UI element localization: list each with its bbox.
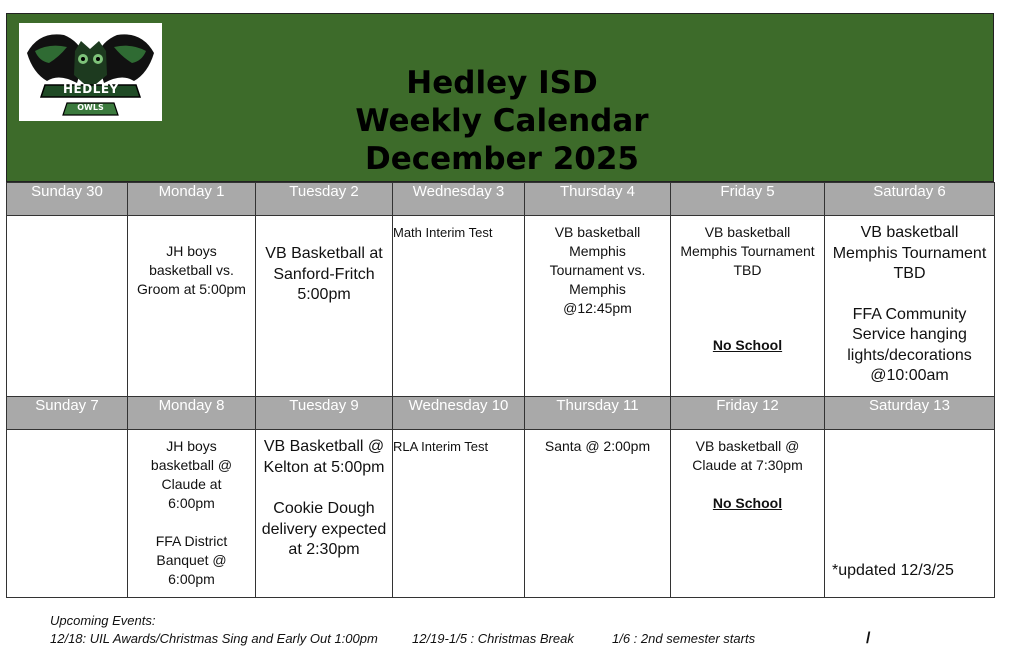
calendar-title [257, 64, 747, 178]
event-line: lights/decorations [847, 346, 972, 364]
event-line: JH boys [166, 438, 217, 454]
calendar-grid [6, 182, 995, 598]
event-line: Cookie Dough [273, 500, 375, 517]
logo-subtext: OWLS [77, 103, 104, 112]
calendar-header [6, 13, 994, 182]
day-cell-friday-5 [671, 216, 825, 397]
day-cell-sunday-7 [7, 430, 128, 598]
event-line: Tournament vs. [549, 262, 646, 278]
updated-note: *updated 12/3/25 [832, 561, 954, 579]
event-line: FFA District [155, 533, 228, 549]
calendar-frame [6, 13, 994, 598]
day-header: Monday 8 [128, 397, 256, 430]
event-line: delivery expected [261, 520, 387, 538]
day-header: Monday 1 [128, 183, 256, 216]
event-line: at 2:30pm [288, 541, 360, 558]
week2-events [7, 430, 995, 598]
day-header: Sunday 30 [7, 183, 128, 216]
event-line: Service hanging [852, 326, 967, 343]
event-line: Memphis Tournament [832, 244, 987, 262]
week2-day-headers [7, 397, 995, 430]
day-cell-thursday-4 [525, 216, 671, 397]
event-line: basketball @ [150, 457, 233, 473]
day-header: Thursday 4 [525, 183, 671, 216]
event-line: basketball vs. [149, 262, 234, 278]
event-line: Math Interim Test [393, 225, 493, 240]
school-name: Hedley ISD [406, 65, 598, 101]
event-line: 5:00pm [297, 286, 351, 303]
no-school-note: No School [712, 337, 783, 353]
event-line: Kelton at 5:00pm [263, 458, 385, 476]
event-line: Groom at 5:00pm [137, 281, 246, 297]
event-line: VB basketball [860, 224, 959, 241]
day-cell-friday-12 [671, 430, 825, 598]
day-cell-wednesday-3 [393, 216, 525, 397]
day-header: Saturday 6 [825, 183, 995, 216]
day-header: Saturday 13 [825, 397, 995, 430]
day-header: Thursday 11 [525, 397, 671, 430]
day-header: Wednesday 10 [393, 397, 525, 430]
event-line: Santa @ 2:00pm [544, 438, 651, 454]
event-line: TBD [733, 262, 762, 278]
school-logo [19, 23, 162, 121]
event-line: VB Basketball at [265, 245, 383, 262]
event-line: 6:00pm [168, 495, 215, 511]
upcoming-event: 1/6 : 2nd semester starts [612, 631, 756, 646]
upcoming-events [50, 613, 870, 648]
event-line: @12:45pm [563, 300, 632, 316]
calendar-subtitle: Weekly Calendar [355, 103, 649, 139]
logo-text: HEDLEY [63, 82, 119, 96]
event-line: TBD [893, 265, 926, 282]
event-line: VB basketball @ [695, 438, 800, 454]
no-school-note: No School [712, 495, 783, 511]
event-line: Banquet @ [156, 552, 227, 568]
week1-events [7, 216, 995, 397]
day-cell-saturday-6 [825, 216, 995, 397]
event-line: RLA Interim Test [393, 439, 489, 454]
day-cell-tuesday-9 [256, 430, 393, 598]
day-cell-wednesday-10 [393, 430, 525, 598]
upcoming-event: 12/19-1/5 : Christmas Break [412, 631, 574, 646]
event-line: 6:00pm [168, 571, 215, 587]
event-line: Memphis Tournament [680, 243, 815, 259]
day-header: Friday 5 [671, 183, 825, 216]
event-line: Sanford-Fritch [273, 265, 375, 283]
day-header: Wednesday 3 [393, 183, 525, 216]
day-header: Sunday 7 [7, 397, 128, 430]
day-cell-tuesday-2 [256, 216, 393, 397]
event-line: Memphis [569, 243, 626, 259]
event-line: VB basketball [704, 224, 791, 240]
stray-mark: / [866, 630, 871, 647]
event-line: FFA Community [852, 305, 967, 323]
event-line: VB basketball [554, 224, 641, 240]
day-header: Tuesday 2 [256, 183, 393, 216]
event-line: Claude at [161, 476, 222, 492]
event-line: @10:00am [870, 367, 949, 384]
week1-day-headers [7, 183, 995, 216]
event-line: Claude at 7:30pm [692, 457, 803, 473]
day-cell-saturday-13 [825, 430, 995, 598]
day-cell-thursday-11 [525, 430, 671, 598]
day-cell-monday-1 [128, 216, 256, 397]
day-header: Friday 12 [671, 397, 825, 430]
event-line: JH boys [166, 243, 217, 259]
upcoming-heading: Upcoming Events: [50, 613, 156, 628]
event-line: VB Basketball @ [263, 438, 385, 455]
upcoming-event: 12/18: UIL Awards/Christmas Sing and Early Out 1:00pm [50, 631, 378, 646]
day-header: Tuesday 9 [256, 397, 393, 430]
day-cell-sunday-30 [7, 216, 128, 397]
day-cell-monday-8 [128, 430, 256, 598]
calendar-month: December 2025 [364, 141, 640, 177]
event-line: Memphis [569, 281, 626, 297]
